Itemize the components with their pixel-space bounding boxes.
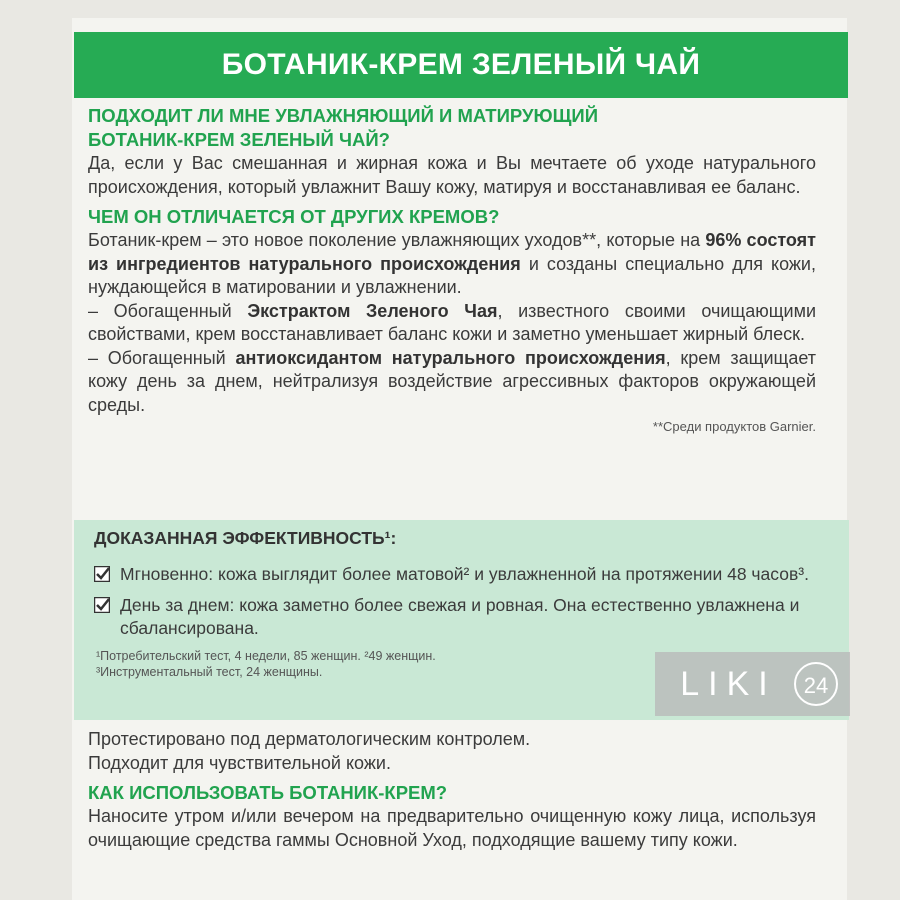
garnier-note: **Среди продуктов Garnier. <box>652 419 816 434</box>
bottom-content <box>88 728 816 852</box>
paragraph-new-generation: Ботаник-крем – это новое поколение увлажняющих уходов**, которые на 96% состоят из ингредиентов натурального происхождения и созданы специально для кожи, нуждающейся в матировании и увлажнении. <box>88 230 816 297</box>
footnote-instrumental-test: ³Инструментальный тест, 24 женщины. <box>96 665 323 679</box>
question-suitability-line2: БОТАНИК-КРЕМ ЗЕЛЕНЫЙ ЧАЙ? <box>88 129 390 150</box>
efficacy-item-text: Мгновенно: кожа выглядит более матовой² и увлажненной на протяжении 48 часов³. <box>120 564 809 584</box>
answer-suitability: Да, если у Вас смешанная и жирная кожа и Вы мечтаете об уходе натурального происхождения, который увлажнит Вашу кожу, матируя и восстанавливая ее баланс. <box>88 153 816 197</box>
bold-natural-percent: 96% состоят из ингредиентов натурального происхождения <box>88 230 816 274</box>
paragraph-green-tea: – Обогащенный Экстрактом Зеленого Чая, известного своими очищающими свойствами, крем восстанавливает баланс кожи и заметно уменьшает жирный блеск. <box>88 300 816 344</box>
bold-green-tea: Экстрактом Зеленого Чая <box>247 300 498 321</box>
efficacy-title: ДОКАЗАННАЯ ЭФФЕКТИВНОСТЬ¹: <box>94 528 397 548</box>
liki24-watermark <box>655 652 850 716</box>
checkbox-checked-icon <box>94 566 110 582</box>
question-suitability-line1: ПОДХОДИТ ЛИ МНЕ УВЛАЖНЯЮЩИЙ И МАТИРУЮЩИЙ <box>88 105 599 126</box>
header-banner <box>74 32 848 98</box>
efficacy-item <box>94 563 814 586</box>
question-difference: ЧЕМ ОН ОТЛИЧАЕТСЯ ОТ ДРУГИХ КРЕМОВ? <box>88 206 500 227</box>
efficacy-item-text: День за днем: кожа заметно более свежая и ровная. Она естественно увлажнена и сбалансирована. <box>120 595 800 638</box>
question-usage: КАК ИСПОЛЬЗОВАТЬ БОТАНИК-КРЕМ? <box>88 782 448 803</box>
footnote-consumer-test: ¹Потребительский тест, 4 недели, 85 женщин. ²49 женщин. <box>96 649 436 663</box>
tested-sensitive-skin: Подходит для чувствительной кожи. <box>88 752 391 773</box>
watermark-text: LIKI <box>680 664 777 703</box>
tested-dermatological: Протестировано под дерматологическим контролем. <box>88 729 531 749</box>
checkbox-checked-icon <box>94 597 110 613</box>
usage-instructions: Наносите утром и/или вечером на предварительно очищенную кожу лица, используя очищающие средства гаммы Основной Уход, подходящие вашему типу кожи. <box>88 806 816 850</box>
bold-antioxidant: антиоксидантом натурального происхождения <box>235 347 666 368</box>
product-title: БОТАНИК-КРЕМ ЗЕЛЕНЫЙ ЧАЙ <box>221 48 701 81</box>
paragraph-antioxidant: – Обогащенный антиоксидантом натурального происхождения, крем защищает кожу день за днем, нейтрализуя воздействие агрессивных факторов окружающей среды. <box>88 347 816 415</box>
efficacy-item <box>94 594 814 640</box>
watermark-number: 24 <box>794 662 838 706</box>
main-content <box>88 104 816 434</box>
